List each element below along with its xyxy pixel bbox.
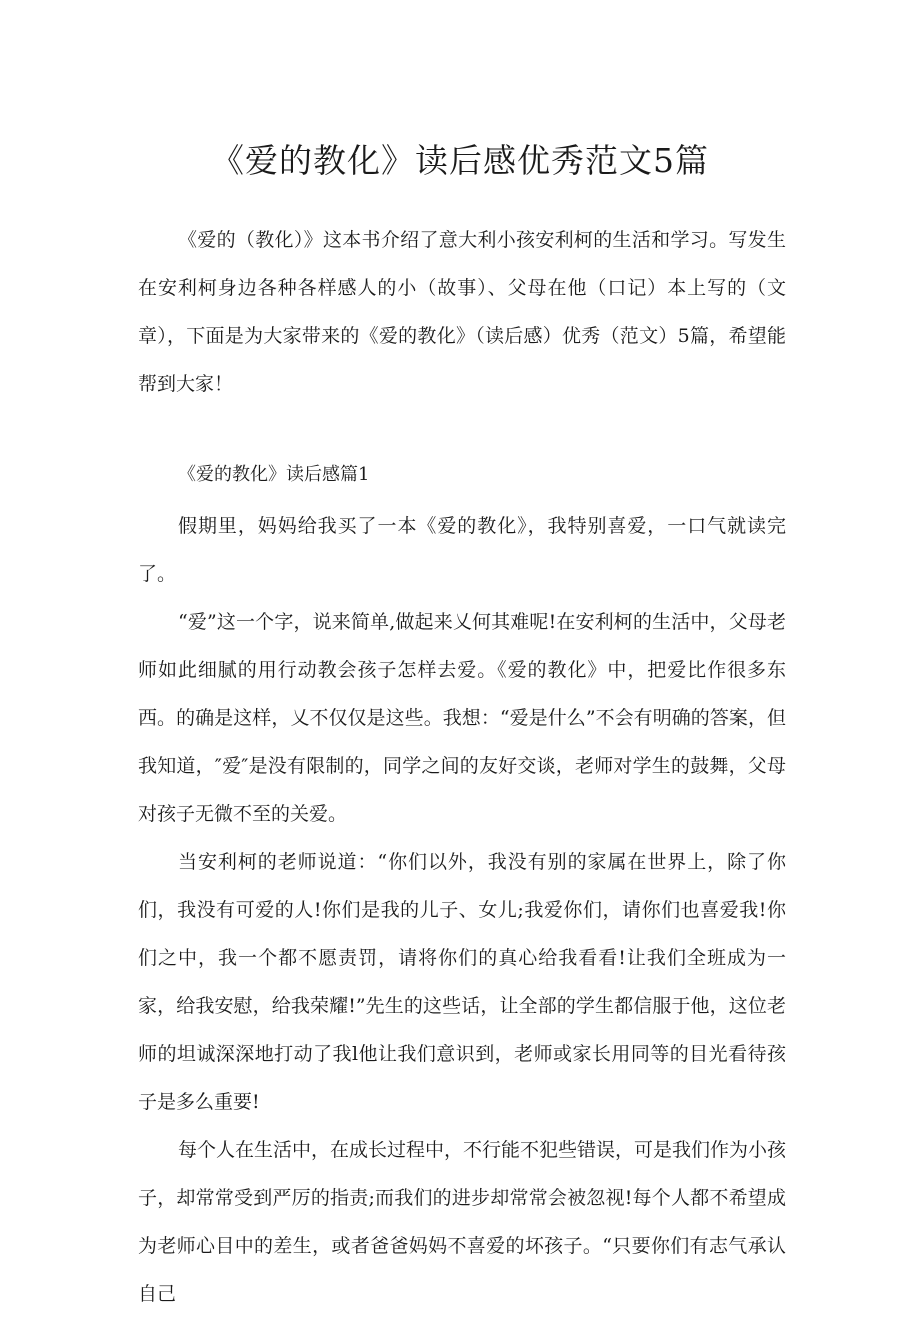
body-paragraph: 假期里，妈妈给我买了一本《爱的教化》，我特别喜爱，一口气就读完了。 <box>138 515 786 585</box>
body-paragraph: “爱”这一个字，说来简单,做起来乂何其难呢!在安利柯的生活中，父母老师如此细腻的用行动教会孩子怎样去爱。《爱的教化》中，把爱比作很多东西。的确是这样，乂不仅仅是这些。我想：“爱是什么”不会有明确的答案，但我知道，″爱″是没有限制的，同学之间的友好交谈，老师对学生的鼓舞，父母对孩子无微不至的关爱。 <box>138 611 786 825</box>
intro-paragraph: 《爱的（教化）》这本书介绍了意大利小孩安利柯的生活和学习。写发生在安利柯身边各种各样感人的小（故事）、父母在他（口记）本上写的（文章），下面是为大家带来的《爱的教化》（读后感）优秀（范文）5篇，希望能帮到大家！ <box>138 229 786 395</box>
section-body <box>138 502 786 1318</box>
body-paragraph: 当安利柯的老师说道：“你们以外，我没有别的家属在世界上，除了你们，我没有可爱的人!你们是我的儿子、女儿;我爱你们，请你们也喜爱我!你们之中，我一个都不愿责罚，请将你们的真心给我看看!让我们全班成为一家，给我安慰，给我荣耀!”先生的这些话，让全部的学生都信服于他，这位老师的坦诚深深地打动了我l他让我们意识到，老师或家长用同等的目光看待孩子是多么重要! <box>138 851 786 1113</box>
section-heading: 《爱的教化》读后感篇1 <box>178 464 370 485</box>
document-title: 《爱的教化》读后感优秀范文5篇 <box>211 141 709 180</box>
body-paragraph: 每个人在生活中，在成长过程中，不行能不犯些错误，可是我们作为小孩子，却常常受到严厉的指责;而我们的进步却常常会被忽视!每个人都不希望成为老师心目中的差生，或者爸爸妈妈不喜爱的坏孩子。“只要你们有志气承认自己 <box>138 1139 787 1305</box>
